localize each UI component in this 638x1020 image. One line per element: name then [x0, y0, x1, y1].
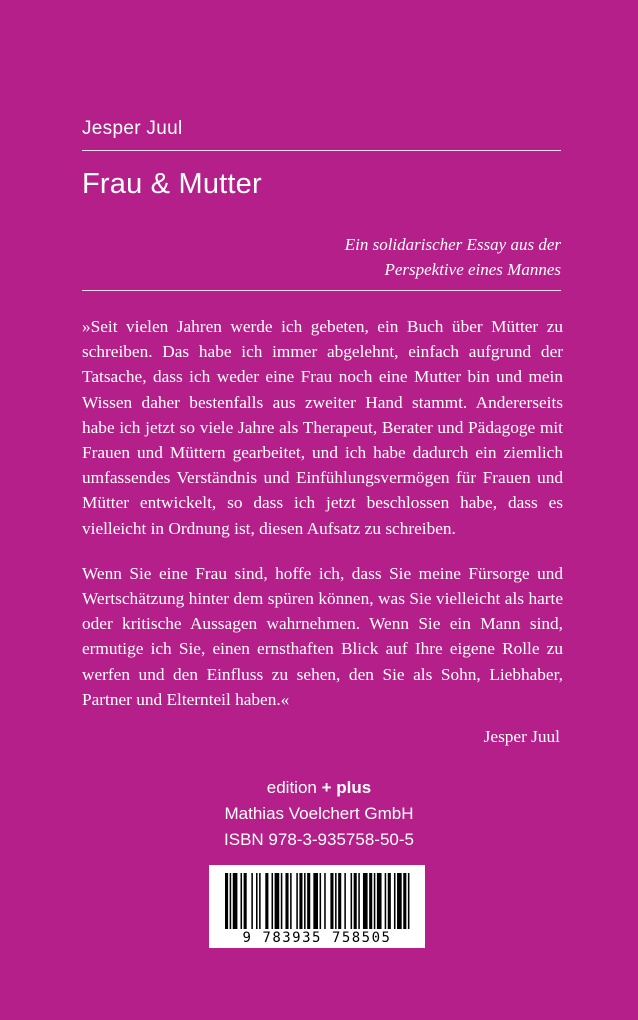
barcode-bar	[290, 873, 292, 929]
publisher-name: Mathias Voelchert GmbH	[224, 804, 414, 823]
barcode-bar	[403, 873, 406, 929]
barcode-bar	[388, 873, 391, 929]
subtitle-line-1: Ein solidarischer Essay aus der	[344, 235, 561, 254]
barcode-bar	[344, 873, 346, 929]
barcode-digits: 9 783935 758505	[242, 930, 392, 946]
blurb-paragraph-2: Wenn Sie eine Frau sind, hoffe ich, dass Sie meine Fürsorge und Wertschätzung hinter dem spüren können, was Sie vielleicht als harte oder kritische Aussagen wahrnehmen. Wenn Sie ein Mann sind, ermutige ich Sie, einen ernsthaften Blick auf Ihre eigene Rolle zu werfen und den Einfluss zu sehen, den Sie als Sohn, Liebhaber, Partner und Elternteil haben.«	[82, 563, 563, 709]
barcode-bar	[281, 873, 283, 929]
barcode-bar	[351, 873, 353, 929]
barcode-bar	[230, 873, 232, 929]
barcode-bar	[374, 873, 376, 929]
barcode-bar	[244, 873, 247, 929]
barcode-bar	[256, 873, 258, 929]
barcode-bar	[330, 873, 333, 929]
barcode-icon	[209, 865, 425, 931]
barcode-bar	[385, 873, 387, 929]
isbn-text: ISBN 978-3-935758-50-5	[224, 830, 414, 849]
barcode-bar	[307, 873, 310, 929]
middle-rule	[82, 290, 561, 291]
blurb-paragraph-1: »Seit vielen Jahren werde ich gebeten, ein Buch über Mütter zu schreiben. Das habe ich immer abgelehnt, einfach aufgrund der Tatsache, dass ich weder eine Frau noch eine Mutter bin und mein Wissen daher bestenfalls aus zweiter Hand stammt. Andererseits habe ich jetzt so viele Jahre als Therapeut, Berater und Pädagoge mit Frauen und Müttern gearbeitet, und ich habe dadurch ein ziemlich umfassendes Verständnis und Einfühlungsvermögen für Frauen und Mütter entwickelt, so dass ich jetzt beschlossen habe, dass es vielleicht in Ordnung ist, diesen Aufsatz zu schreiben.	[82, 317, 563, 538]
barcode-bar	[377, 873, 382, 929]
barcode-bar	[265, 873, 268, 929]
book-title: Frau & Mutter	[82, 168, 262, 200]
barcode-bar	[394, 873, 396, 929]
imprint-logo	[0, 775, 638, 801]
barcode-bar	[320, 873, 322, 929]
barcode-bar	[259, 873, 261, 929]
barcode-bar	[408, 873, 410, 929]
barcode-bar	[251, 873, 253, 929]
barcode-bar	[369, 873, 372, 929]
barcode-bar	[275, 873, 280, 929]
top-rule	[82, 150, 561, 151]
barcode-bar	[313, 873, 318, 929]
barcode-bar	[397, 873, 402, 929]
author-name: Jesper Juul	[82, 118, 183, 139]
imprint-word: edition	[266, 778, 317, 797]
barcode-bar	[225, 873, 228, 929]
barcode-bar	[354, 873, 357, 929]
quote-signature: Jesper Juul	[483, 727, 560, 746]
barcode-bar	[304, 873, 306, 929]
barcode-bar	[324, 873, 326, 929]
barcode-bar	[272, 873, 274, 929]
barcode-bar	[299, 873, 302, 929]
barcode-bar	[296, 873, 298, 929]
blurb-quote	[82, 314, 563, 712]
imprint-plus: + plus	[321, 778, 372, 797]
barcode-bar	[335, 873, 337, 929]
publisher-block	[0, 775, 638, 853]
barcode-bar	[233, 873, 238, 929]
barcode-box	[209, 865, 425, 948]
barcode-bar	[338, 873, 341, 929]
subtitle	[141, 232, 561, 282]
barcode-bar	[363, 873, 368, 929]
barcode-bar	[241, 873, 243, 929]
barcode-bar	[285, 873, 288, 929]
subtitle-line-2: Perspektive eines Mannes	[384, 260, 561, 279]
barcode-bar	[358, 873, 360, 929]
